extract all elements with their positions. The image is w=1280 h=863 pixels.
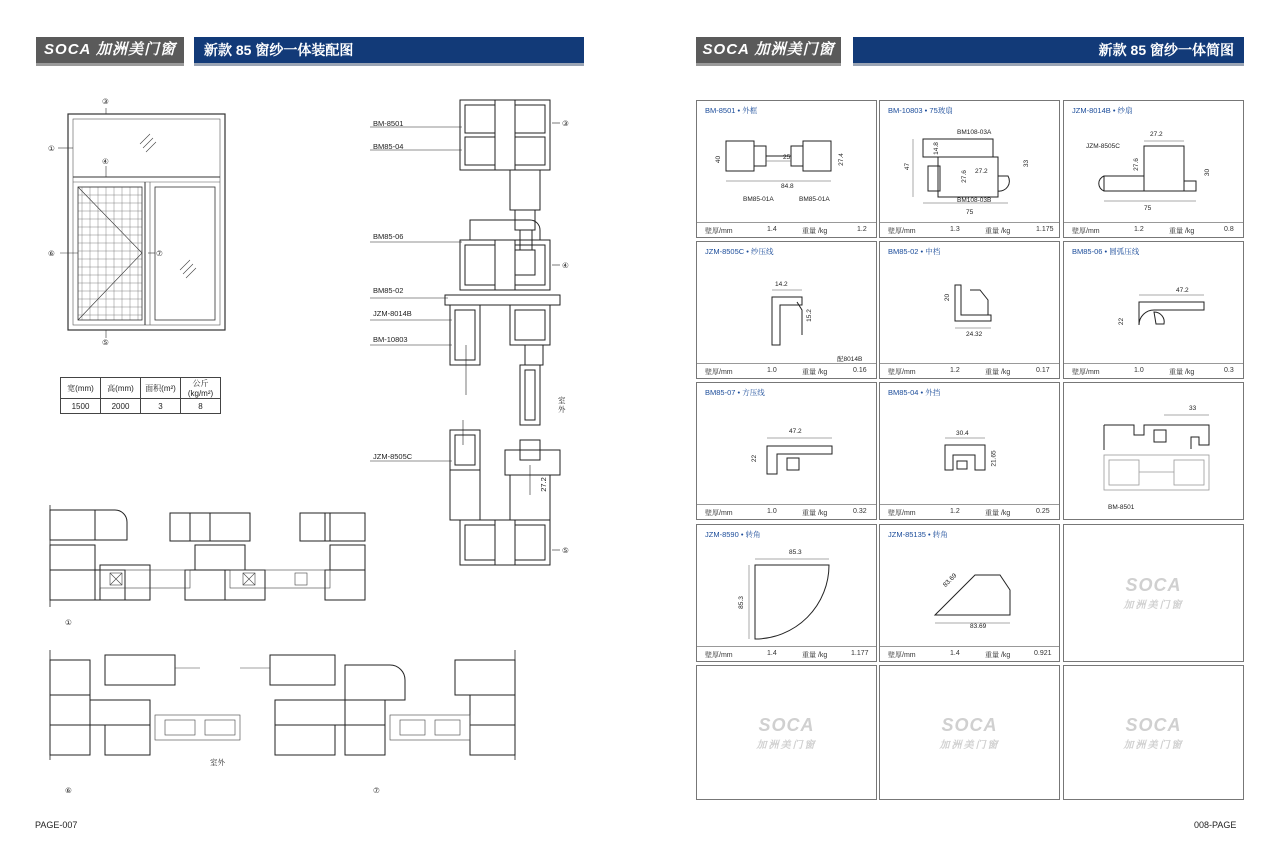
page-title-left: 新款 85 窗纱一体装配图 (194, 37, 584, 66)
weight-label: 重量 /kg (1169, 228, 1195, 235)
dim-40: 40 (715, 155, 723, 164)
weight-value: 0.17 (1036, 367, 1050, 374)
label-jzm-8505c: JZM-8505C (373, 452, 413, 461)
wall-value: 1.0 (1134, 367, 1144, 374)
callout-7: ⑦ (156, 249, 163, 258)
cell-footer (1064, 222, 1243, 237)
dim-for-8014b: 配8014B (837, 356, 863, 363)
profile-drawing (721, 131, 856, 211)
dim-27-2: 27.2 (538, 477, 548, 492)
soca-watermark: SOCA 加洲美门窗 (756, 714, 817, 751)
section-marker-4: ④ (562, 261, 569, 270)
spec-header-weight: 公斤(kg/m²) (181, 378, 221, 399)
dim-75: 75 (1144, 205, 1152, 212)
weight-label: 重量 /kg (802, 652, 828, 659)
profile-cell-jzm-85135 (879, 524, 1060, 662)
label-bm85-02: BM85-02 (373, 286, 404, 295)
horizontal-section-6 (45, 650, 245, 765)
dim-27-2: 27.2 (1150, 131, 1163, 138)
dim-22: 22 (1118, 317, 1126, 326)
section-label-7: ⑦ (373, 786, 380, 795)
callout-4-top: ④ (102, 157, 109, 166)
weight-value: 0.921 (1034, 650, 1052, 657)
profile-cell-bm85-07 (696, 382, 877, 520)
page-number-right: 008-PAGE (1194, 820, 1237, 830)
dim-83-69-bottom: 83.69 (970, 623, 987, 630)
cell-title: BM85-02 • 中档 (888, 247, 941, 256)
wall-label: 壁厚/mm (888, 369, 916, 376)
spec-value-weight: 8 (181, 399, 221, 414)
callout-3-top: ③ (102, 97, 109, 106)
section-marker-5: ⑤ (562, 546, 569, 555)
dim-bm85-01a-right: BM85-01A (799, 196, 830, 203)
wall-value: 1.0 (767, 367, 777, 374)
profile-cell-bm-8501-detail (1063, 382, 1244, 520)
profile-cell-bm-10803 (879, 100, 1060, 238)
cell-footer (697, 646, 876, 661)
cell-title: BM85-06 • 圆弧压线 (1072, 247, 1140, 256)
wall-label: 壁厚/mm (1072, 369, 1100, 376)
profile-drawing (757, 428, 837, 483)
dim-47: 47 (904, 162, 912, 171)
wall-value: 1.4 (767, 650, 777, 657)
weight-label: 重量 /kg (802, 369, 828, 376)
dim-27-6: 27.6 (960, 170, 968, 183)
wall-label: 壁厚/mm (888, 510, 916, 517)
cell-footer (697, 222, 876, 237)
dim-30-4: 30.4 (956, 430, 969, 437)
label-jzm-8014b: JZM-8014B (373, 309, 412, 318)
profile-drawing (747, 555, 837, 645)
dim-85-3-top: 85.3 (789, 549, 802, 556)
profile-cell-jzm-8590 (696, 524, 877, 662)
cell-title: BM85-07 • 方压线 (705, 388, 765, 397)
cell-title: JZM-8505C • 纱压线 (705, 247, 774, 256)
profile-drawing (925, 560, 1025, 630)
wall-value: 1.3 (950, 226, 960, 233)
dim-bm108-03a: BM108-03A (957, 129, 992, 136)
wall-value: 1.4 (767, 226, 777, 233)
weight-label: 重量 /kg (985, 652, 1011, 659)
profile-drawing (1119, 287, 1209, 342)
dim-75: 75 (966, 209, 974, 216)
profile-drawing (1099, 405, 1219, 500)
dim-15-2: 15.2 (805, 309, 813, 322)
empty-cell-r5c1 (696, 665, 877, 800)
cell-footer (880, 222, 1059, 237)
horizontal-section-7 (240, 650, 525, 765)
profile-cell-bm-8501 (696, 100, 877, 238)
brand-logo-right: SOCA 加洲美门窗 (696, 37, 841, 66)
spec-header-width: 宽(mm) (61, 378, 101, 399)
weight-label: 重量 /kg (985, 510, 1011, 517)
dim-bm108-03b: BM108-03B (957, 197, 992, 204)
weight-label: 重量 /kg (1169, 369, 1195, 376)
label-bm-8501: BM-8501 (373, 119, 404, 128)
dim-14-2: 14.2 (775, 281, 788, 288)
room-out-vertical: 室外 (558, 396, 566, 414)
dim-33: 33 (1023, 159, 1031, 168)
label-bm-10803: BM-10803 (373, 335, 408, 344)
dim-85-3-left: 85.3 (737, 596, 745, 609)
spec-header-height: 高(mm) (101, 378, 141, 399)
cell-footer (1064, 363, 1243, 378)
dim-14-8: 14.8 (932, 142, 940, 155)
section-label-6: ⑥ (65, 786, 72, 795)
page-title-right: 新款 85 窗纱一体简图 (853, 37, 1244, 66)
profile-cell-bm85-04 (879, 382, 1060, 520)
room-out-label: 室外 (210, 758, 225, 767)
empty-cell-r5c3 (1063, 665, 1244, 800)
cell-title: JZM-8014B • 纱扇 (1072, 106, 1133, 115)
horizontal-section-1 (45, 505, 375, 615)
cell-footer (880, 363, 1059, 378)
profile-drawing (935, 433, 995, 478)
wall-value: 1.2 (950, 367, 960, 374)
dim-27-4: 27.4 (837, 153, 845, 166)
soca-watermark: SOCA 加洲美门窗 (1123, 714, 1184, 751)
cell-title: JZM-8590 • 转角 (705, 530, 761, 539)
dim-jzm-8505c: JZM-8505C (1086, 143, 1120, 150)
dim-21-65: 21.65 (990, 450, 998, 467)
profile-cell-bm85-06 (1063, 241, 1244, 379)
callout-1: ① (48, 144, 55, 153)
dim-bm-8501: BM-8501 (1108, 504, 1135, 511)
callout-5-bottom: ⑤ (102, 338, 109, 347)
weight-value: 0.25 (1036, 508, 1050, 515)
profile-cell-jzm-8505c (696, 241, 877, 379)
weight-label: 重量 /kg (985, 369, 1011, 376)
weight-value: 1.2 (857, 226, 867, 233)
section-marker-3: ③ (562, 119, 569, 128)
cell-title: JZM-85135 • 转角 (888, 530, 948, 539)
profile-cell-bm85-02 (879, 241, 1060, 379)
weight-label: 重量 /kg (985, 228, 1011, 235)
wall-label: 壁厚/mm (705, 228, 733, 235)
weight-value: 0.16 (853, 367, 867, 374)
profile-drawing (757, 282, 827, 352)
wall-label: 壁厚/mm (888, 652, 916, 659)
callout-6: ⑥ (48, 249, 55, 258)
empty-cell-r4c3 (1063, 524, 1244, 662)
cell-title: BM-10803 • 75玻扇 (888, 106, 953, 115)
soca-watermark: SOCA 加洲美门窗 (1123, 575, 1184, 611)
cell-title: BM85-04 • 外挡 (888, 388, 941, 397)
empty-cell-r5c2 (879, 665, 1060, 800)
dim-27-6: 27.6 (1132, 158, 1140, 171)
dim-27-2: 27.2 (975, 168, 988, 175)
brand-logo-left: SOCA 加洲美门窗 (36, 37, 184, 66)
weight-value: 0.32 (853, 508, 867, 515)
wall-value: 1.0 (767, 508, 777, 515)
soca-watermark: SOCA 加洲美门窗 (939, 714, 1000, 751)
wall-label: 壁厚/mm (705, 510, 733, 517)
dim-84-8: 84.8 (781, 183, 794, 190)
cell-footer (697, 363, 876, 378)
dim-20: 20 (944, 293, 952, 302)
label-bm85-04: BM85-04 (373, 142, 404, 151)
window-elevation-drawing (40, 92, 240, 354)
section-label-1: ① (65, 618, 72, 627)
wall-label: 壁厚/mm (705, 369, 733, 376)
dim-30: 30 (1204, 168, 1212, 177)
spec-table (60, 377, 221, 414)
cell-footer (880, 646, 1059, 661)
wall-value: 1.2 (950, 508, 960, 515)
weight-value: 1.177 (851, 650, 869, 657)
dim-33: 33 (1189, 405, 1197, 412)
dim-47-2: 47.2 (1176, 287, 1189, 294)
weight-label: 重量 /kg (802, 228, 828, 235)
spec-value-area: 3 (141, 399, 181, 414)
weight-value: 0.8 (1224, 226, 1234, 233)
cell-footer (697, 504, 876, 519)
dim-83-69-diag: 83.69 (941, 572, 959, 589)
wall-label: 壁厚/mm (1072, 228, 1100, 235)
dim-24-32: 24.32 (966, 331, 983, 338)
spec-value-width: 1500 (61, 399, 101, 414)
page-number-left: PAGE-007 (35, 820, 78, 830)
wall-label: 壁厚/mm (705, 652, 733, 659)
cell-footer (880, 504, 1059, 519)
wall-value: 1.2 (1134, 226, 1144, 233)
label-bm85-06: BM85-06 (373, 232, 404, 241)
spec-header-area: 面积(m²) (141, 378, 181, 399)
weight-label: 重量 /kg (802, 510, 828, 517)
dim-47-2: 47.2 (789, 428, 802, 435)
dim-22: 22 (751, 454, 759, 463)
cell-title: BM-8501 • 外框 (705, 106, 758, 115)
wall-label: 壁厚/mm (888, 228, 916, 235)
profile-cell-jzm-8014b (1063, 100, 1244, 238)
weight-value: 1.175 (1036, 226, 1054, 233)
spec-value-height: 2000 (101, 399, 141, 414)
wall-value: 1.4 (950, 650, 960, 657)
dim-25: 25 (783, 154, 791, 161)
dim-bm85-01a-left: BM85-01A (743, 196, 774, 203)
weight-value: 0.3 (1224, 367, 1234, 374)
